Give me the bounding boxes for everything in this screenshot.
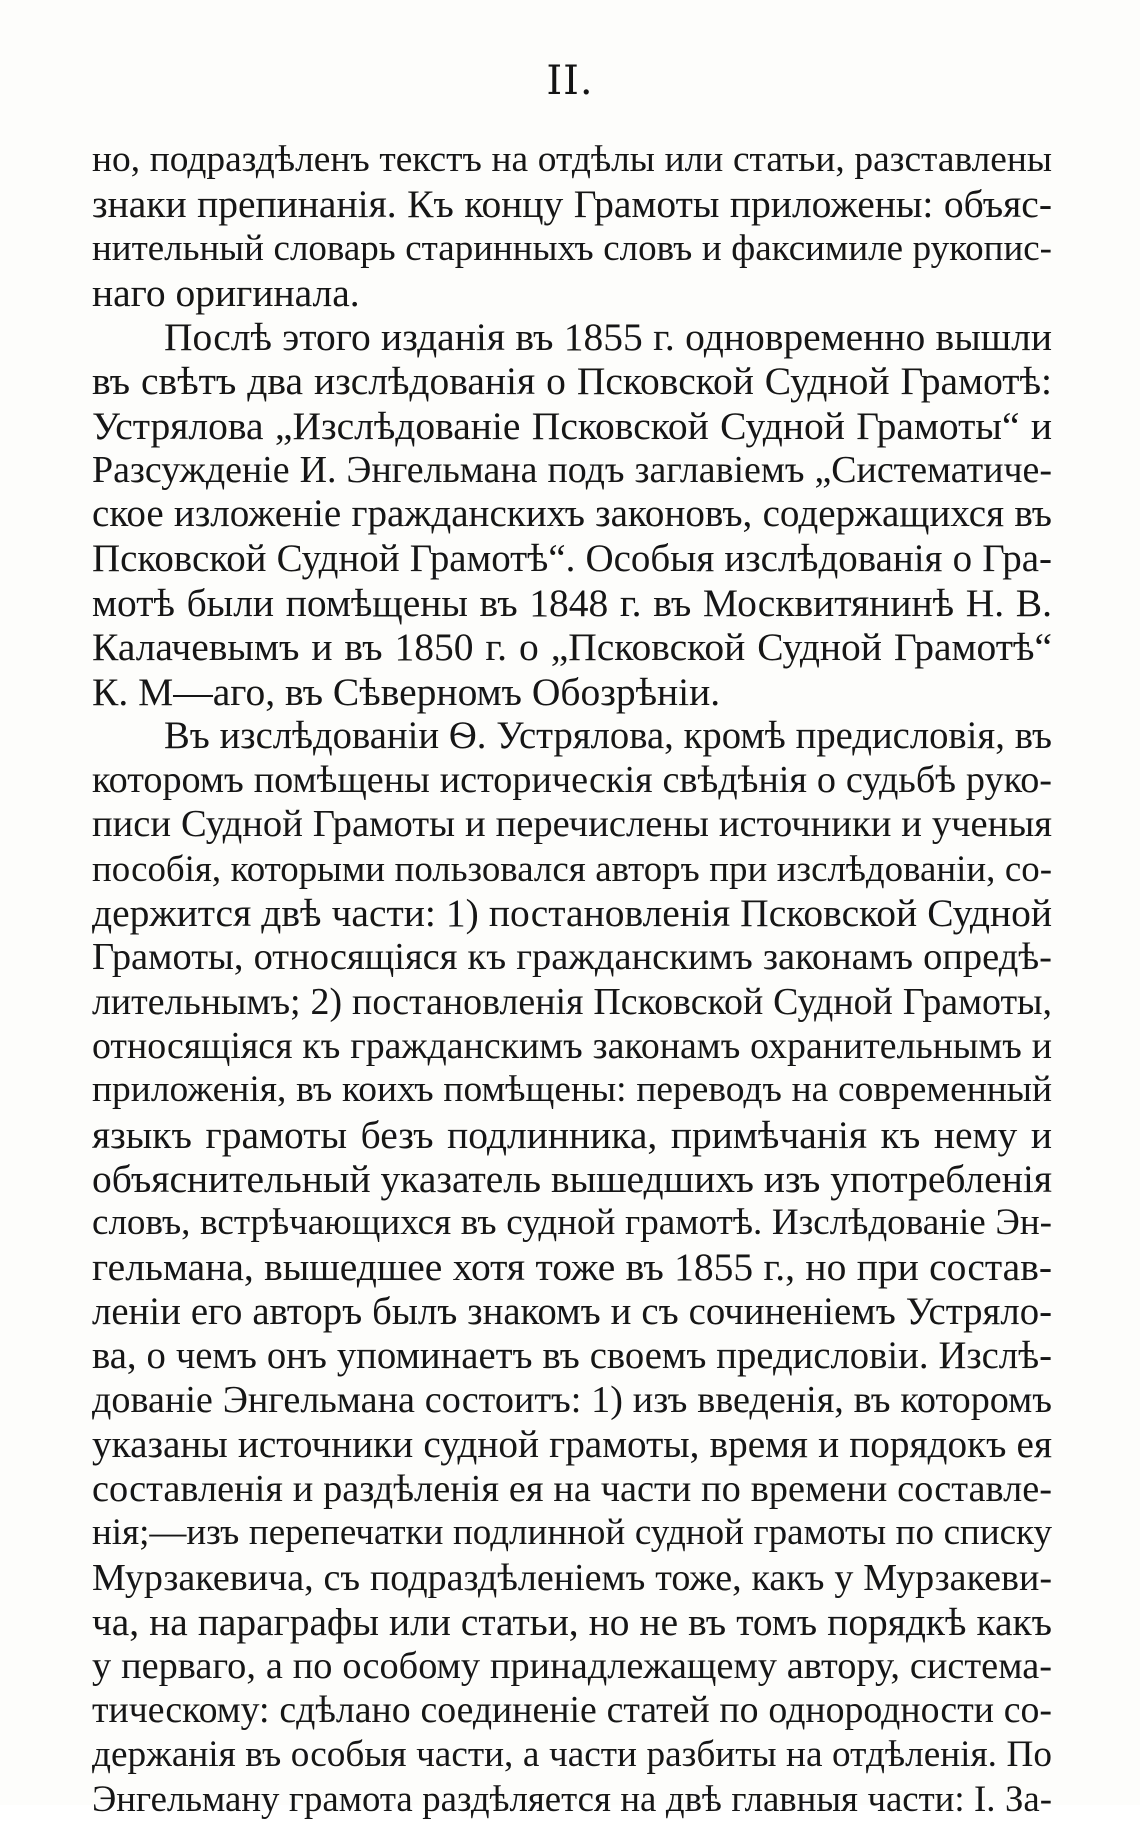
text-line: Энгельману грамота раздѣляется на двѣ главныя части: I. За-	[92, 1777, 1052, 1819]
text-line: гельмана, вышедшее хотя тоже въ 1855 г., но при состав-	[92, 1245, 1052, 1290]
text-line: Мурзакевича, съ подраздѣленіемъ тоже, какъ у Мурзакеви-	[92, 1556, 1052, 1599]
text-line: объяснительный указатель вышедшихъ изъ употребленія	[92, 1156, 1052, 1201]
text-line: держится двѣ части: 1) постановленія Псковской Судной	[92, 891, 1052, 936]
text-line: Грамоты, относящіяся къ гражданскимъ законамъ опредѣ-	[92, 936, 1052, 979]
text-line: языкъ грамоты безъ подлинника, примѣчанія къ нему и	[92, 1112, 1052, 1157]
text-line: Устрялова „Изслѣдованіе Псковской Судной Грамоты“ и	[92, 403, 1052, 448]
text-line: приложенія, въ коихъ помѣщены: переводъ на современный	[92, 1069, 1052, 1111]
text-line: К. М—аго, въ Сѣверномъ Обозрѣніи.	[92, 669, 721, 714]
text-line: Послѣ этого изданія въ 1855 г. одновременно вышли	[164, 315, 1052, 360]
text-line: ское изложеніе гражданскихъ законовъ, содержащихся въ	[92, 492, 1052, 536]
text-line: нительный словарь старинныхъ словъ и факсимиле рукопис-	[92, 227, 1052, 269]
text-line: тическому: сдѣлано соединеніе статей по однородности со-	[92, 1689, 1052, 1732]
text-line: которомъ помѣщены историческія свѣдѣнія о судьбѣ руко-	[92, 759, 1052, 802]
text-line: Псковской Судной Грамотѣ“. Особыя изслѣдованія о Гра-	[92, 536, 1052, 580]
text-line: у перваго, а по особому принадлежащему автору, система-	[92, 1645, 1052, 1688]
text-line: составленія и раздѣленія ея на части по времени составле-	[92, 1467, 1052, 1510]
text-line: Въ изслѣдованіи Ѳ. Устрялова, кромѣ предисловія, въ	[164, 714, 1052, 757]
text-line: леніи его авторъ былъ знакомъ и съ сочиненіемъ Устряло-	[92, 1289, 1052, 1333]
text-line: ва, о чемъ онъ упоминаетъ въ своемъ предисловіи. Изслѣ-	[92, 1335, 1052, 1378]
text-line: ча, на параграфы или статьи, но не въ томъ порядкѣ какъ	[92, 1599, 1052, 1644]
text-line: дованіе Энгельмана состоитъ: 1) изъ введенія, въ которомъ	[92, 1379, 1052, 1422]
text-line: въ свѣтъ два изслѣдованія о Псковской Судной Грамотѣ:	[92, 359, 1052, 404]
text-line: словъ, встрѣчающихся въ судной грамотѣ. Изслѣдованіе Эн-	[92, 1202, 1052, 1244]
body-text	[92, 138, 1052, 1821]
text-line: наго оригинала.	[92, 270, 360, 315]
text-line: лительнымъ; 2) постановленія Псковской Судной Грамоты,	[92, 980, 1052, 1023]
text-line: относящіяся къ гражданскимъ законамъ охранительнымъ и	[92, 1024, 1052, 1067]
text-line: знаки препинанія. Къ концу Грамоты приложены: объяс-	[92, 182, 1052, 227]
page-number: II.	[546, 58, 594, 104]
text-line: указаны источники судной грамоты, время и порядокъ ея	[92, 1422, 1052, 1466]
text-line: писи Судной Грамоты и перечислены источники и ученыя	[92, 803, 1052, 846]
text-line: но, подраздѣленъ текстъ на отдѣлы или статьи, разставлены	[92, 139, 1052, 180]
text-line: мотѣ были помѣщены въ 1848 г. въ Москвитянинѣ Н. В.	[92, 580, 1052, 625]
text-line: Калачевымъ и въ 1850 г. о „Псковской Судной Грамотѣ“	[92, 625, 1052, 670]
text-line: пособія, которыми пользовался авторъ при изслѣдованіи, со-	[92, 847, 1052, 889]
text-line: держанія въ особыя части, а части разбиты на отдѣленія. По	[92, 1733, 1052, 1775]
text-line: нія;—изъ перепечатки подлинной судной грамоты по списку	[92, 1512, 1052, 1554]
text-line: Разсужденіе И. Энгельмана подъ заглавіемъ „Систематиче-	[92, 449, 1052, 492]
